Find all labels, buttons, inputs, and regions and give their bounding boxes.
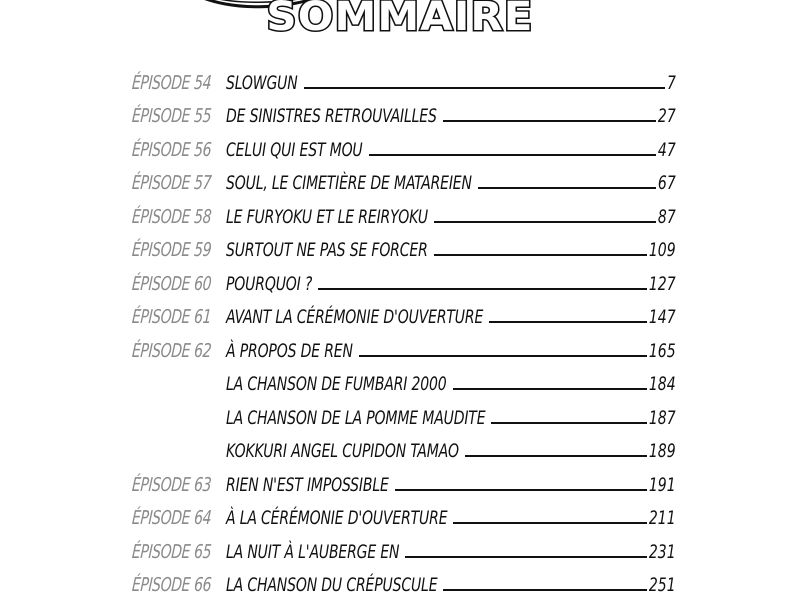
episode-label: ÉPISODE 60 (131, 273, 208, 295)
toc-row (0, 401, 800, 435)
chapter-title: CELUI QUI EST MOU (226, 139, 363, 161)
episode-label: ÉPISODE 58 (131, 206, 208, 228)
toc-row (0, 301, 800, 335)
page-number: 184 (649, 373, 676, 395)
toc-row (0, 368, 800, 402)
toc-list (0, 66, 800, 602)
toc-entry (226, 306, 678, 328)
page-number: 127 (649, 273, 676, 295)
toc-entry (226, 507, 678, 529)
toc-row (0, 267, 800, 301)
episode-label: ÉPISODE 65 (131, 541, 208, 563)
chapter-title: LA CHANSON DE FUMBARI 2000 (226, 373, 447, 395)
chapter-title: SLOWGUN (226, 72, 298, 94)
toc-entry (226, 105, 678, 127)
leader-line (465, 455, 647, 457)
episode-label: ÉPISODE 61 (131, 306, 208, 328)
leader-line (443, 589, 647, 591)
leader-line (318, 288, 647, 290)
leader-line (434, 221, 656, 223)
episode-label: ÉPISODE 62 (131, 340, 208, 362)
toc-row (0, 569, 800, 602)
chapter-title: LA CHANSON DU CRÉPUSCULE (226, 574, 437, 596)
toc-row (0, 334, 800, 368)
chapter-title: LE FURYOKU ET LE REIRYOKU (226, 206, 428, 228)
chapter-title: LA NUIT À L'AUBERGE EN (226, 541, 399, 563)
toc-row (0, 167, 800, 201)
toc-entry (226, 172, 678, 194)
chapter-title: RIEN N'EST IMPOSSIBLE (226, 474, 389, 496)
page-number: 251 (649, 574, 676, 596)
toc-row (0, 200, 800, 234)
episode-label: ÉPISODE 57 (131, 172, 208, 194)
toc-entry (226, 373, 678, 395)
toc-row (0, 66, 800, 100)
chapter-title: POURQUOI ? (226, 273, 312, 295)
toc-entry (226, 407, 678, 429)
toc-entry (226, 273, 678, 295)
leader-line (489, 321, 647, 323)
page-number: 189 (649, 440, 676, 462)
toc-row (0, 502, 800, 536)
chapter-title: SOUL, LE CIMETIÈRE DE MATAREIEN (226, 172, 472, 194)
toc-entry (226, 139, 678, 161)
leader-line (304, 87, 665, 89)
toc-entry (226, 206, 678, 228)
toc-row (0, 133, 800, 167)
page-number: 47 (658, 139, 676, 161)
page-number: 7 (667, 72, 676, 94)
leader-line (453, 388, 648, 390)
chapter-title: KOKKURI ANGEL CUPIDON TAMAO (226, 440, 459, 462)
leader-line (369, 154, 657, 156)
page-number: 187 (649, 407, 676, 429)
page-number: 67 (658, 172, 676, 194)
chapter-title: À PROPOS DE REN (226, 340, 353, 362)
page-number: 191 (649, 474, 676, 496)
leader-line (405, 556, 647, 558)
episode-label: ÉPISODE 64 (131, 507, 208, 529)
leader-line (359, 355, 647, 357)
toc-row (0, 468, 800, 502)
chapter-title: AVANT LA CÉRÉMONIE D'OUVERTURE (226, 306, 483, 328)
chapter-title: DE SINISTRES RETROUVAILLES (226, 105, 437, 127)
toc-row (0, 100, 800, 134)
page-number: 27 (658, 105, 676, 127)
episode-label: ÉPISODE 55 (131, 105, 208, 127)
episode-label: ÉPISODE 59 (131, 239, 208, 261)
toc-entry (226, 541, 678, 563)
page-number: 231 (649, 541, 676, 563)
chapter-title: À LA CÉRÉMONIE D'OUVERTURE (226, 507, 447, 529)
episode-label: ÉPISODE 66 (131, 574, 208, 596)
leader-line (443, 120, 656, 122)
toc-entry (226, 340, 678, 362)
chapter-title: LA CHANSON DE LA POMME MAUDITE (226, 407, 485, 429)
page-title: SOMMAIRE (0, 0, 800, 40)
page-number: 211 (649, 507, 676, 529)
leader-line (453, 522, 647, 524)
toc-entry (226, 474, 678, 496)
page-number: 165 (649, 340, 676, 362)
page-number: 109 (649, 239, 676, 261)
episode-label: ÉPISODE 54 (131, 72, 208, 94)
toc-row (0, 435, 800, 469)
leader-line (478, 187, 656, 189)
toc-entry (226, 440, 678, 462)
leader-line (491, 422, 647, 424)
episode-label: ÉPISODE 56 (131, 139, 208, 161)
toc-row (0, 535, 800, 569)
toc-entry (226, 72, 678, 94)
leader-line (395, 489, 648, 491)
episode-label: ÉPISODE 63 (131, 474, 208, 496)
leader-line (434, 254, 648, 256)
chapter-title: SURTOUT NE PAS SE FORCER (226, 239, 428, 261)
page-number: 87 (658, 206, 676, 228)
toc-entry (226, 239, 678, 261)
page-number: 147 (649, 306, 676, 328)
toc-row (0, 234, 800, 268)
toc-entry (226, 574, 678, 596)
